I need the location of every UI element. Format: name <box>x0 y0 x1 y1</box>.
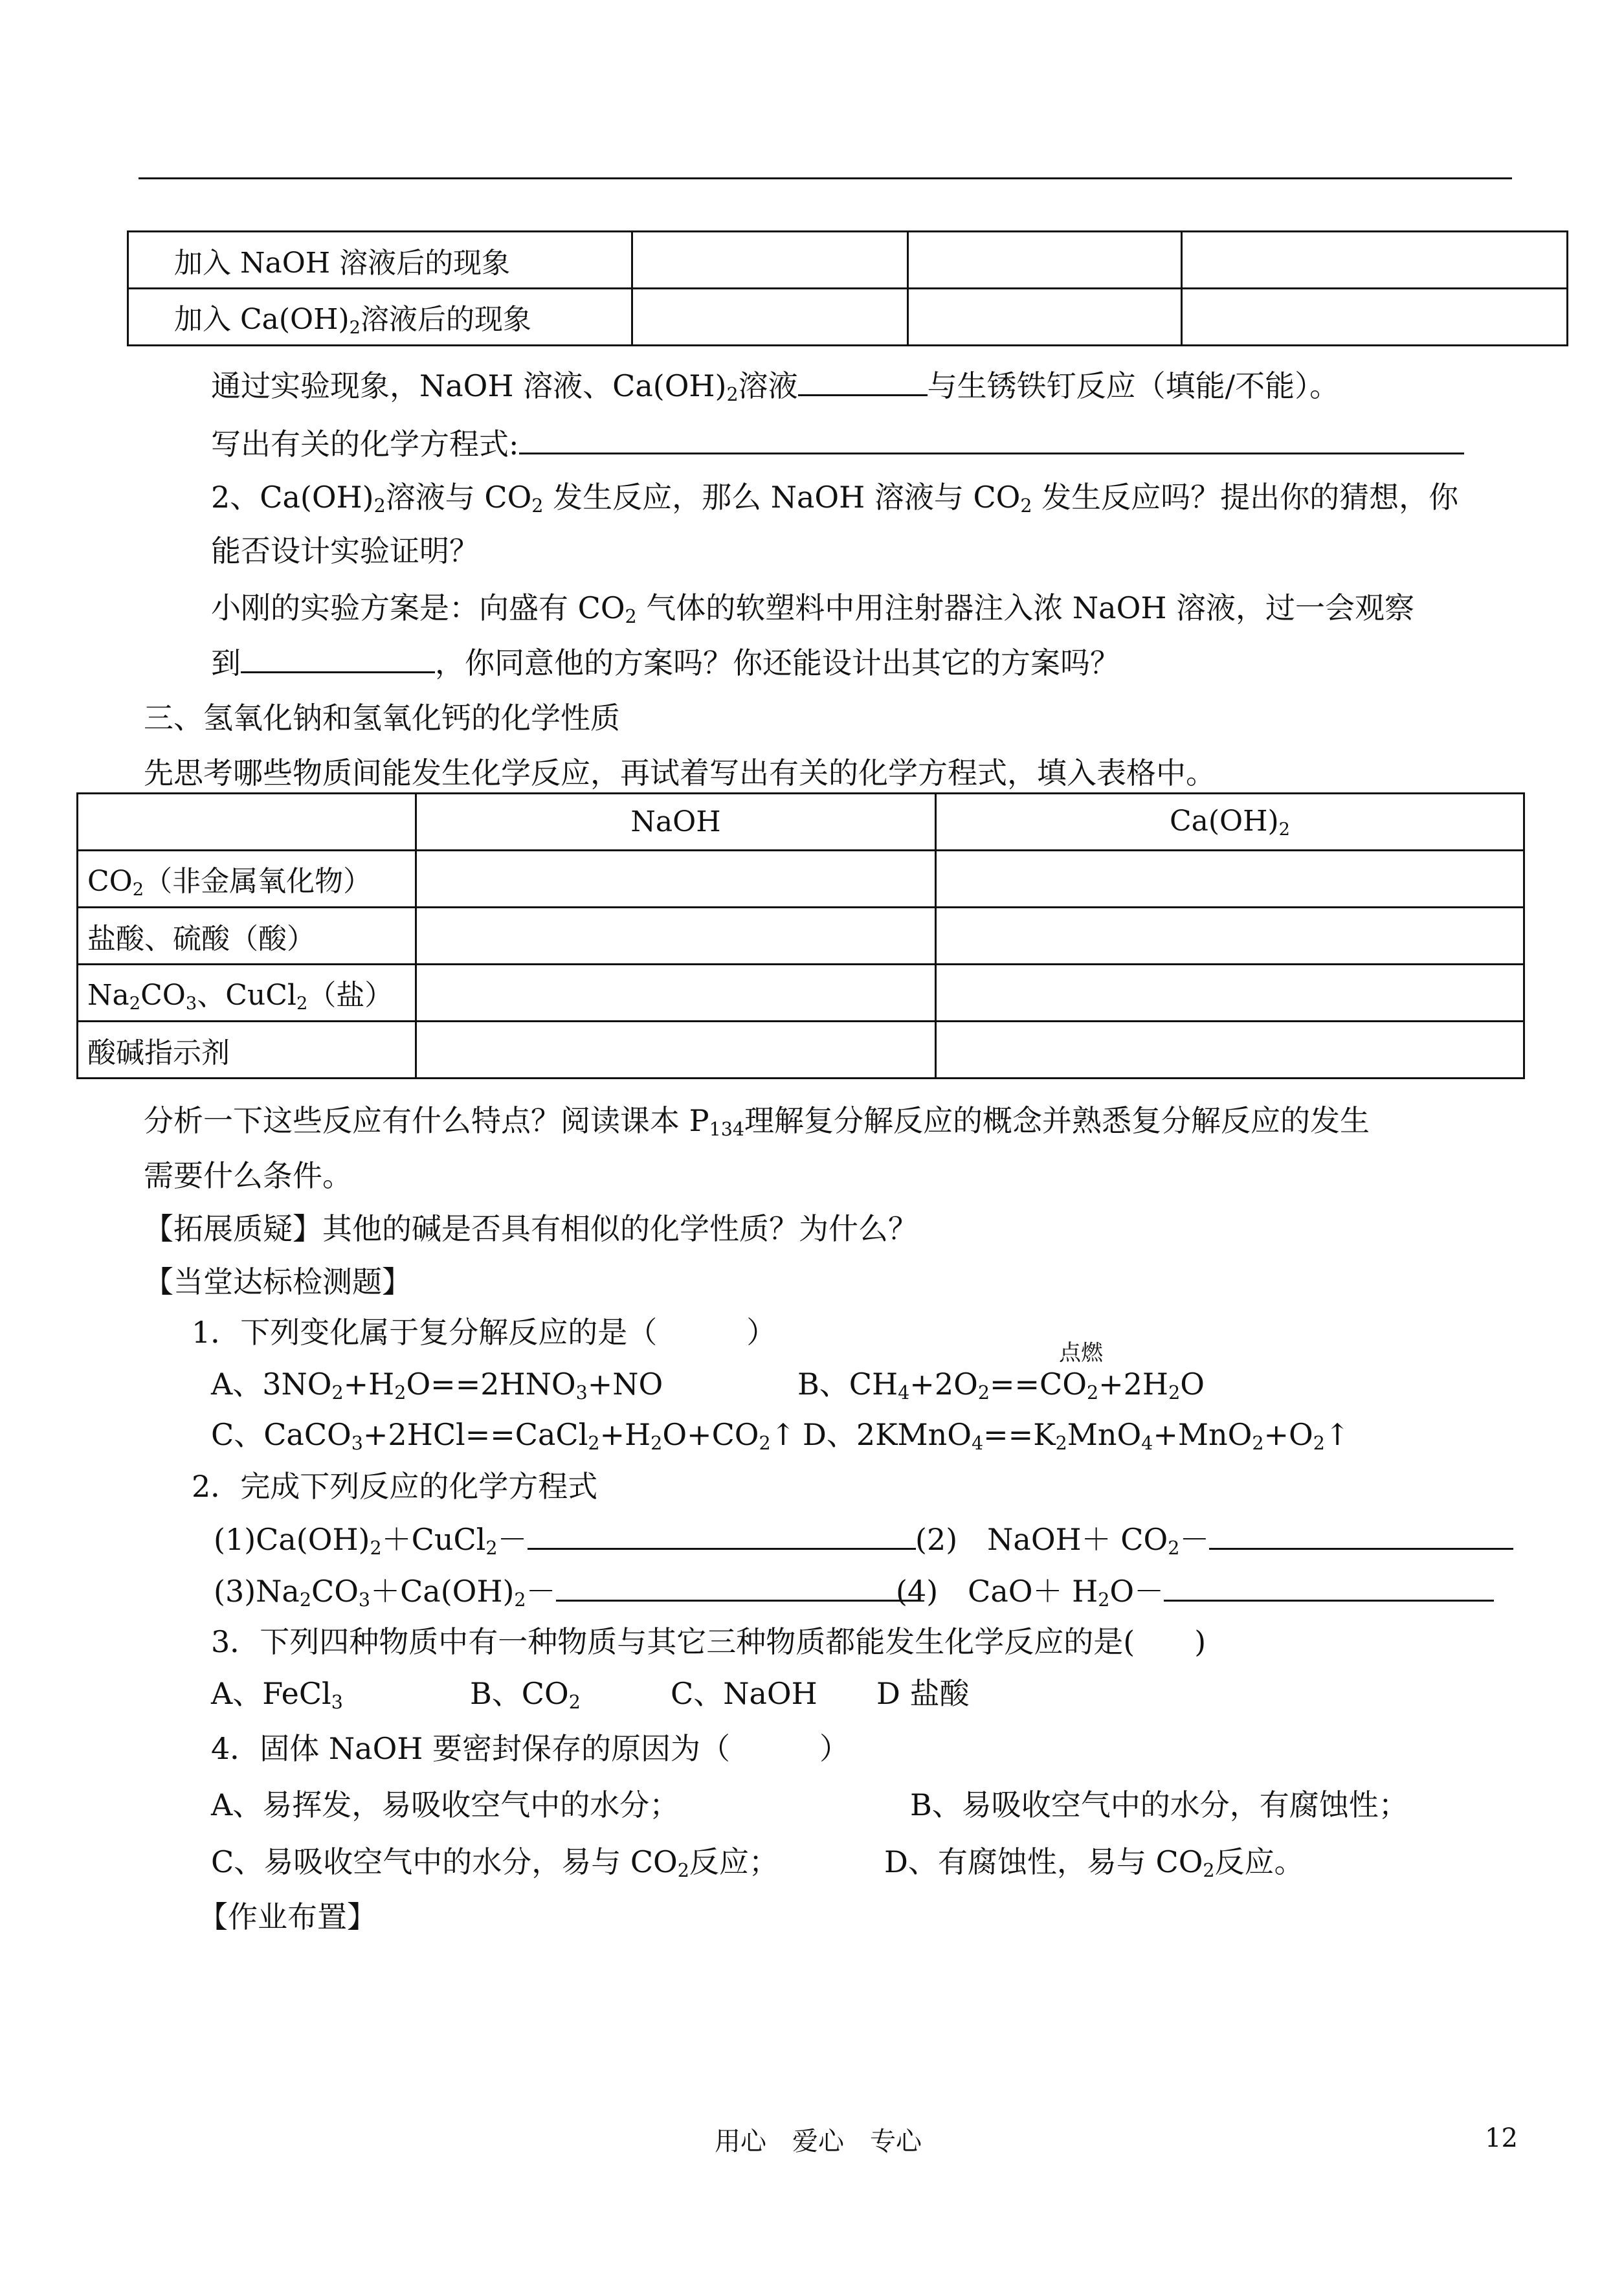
q1-option-b[interactable]: B、$CH_4+2O_2==CO_2+2H_2O$ <box>797 1367 1205 1404</box>
fill-blank[interactable] <box>1164 1573 1494 1602</box>
table-row <box>78 1022 1524 1079</box>
question-4-stem: 4．固体 NaOH 要密封保存的原因为（ ） <box>211 1731 850 1766</box>
q4-option-a[interactable]: A、易挥发，易吸收空气中的水分； <box>211 1787 680 1822</box>
paragraph-experiment: 小刚的实验方案是：向盛有 $CO_2$ 气体的软塑料中用注射器注入浓 NaOH 溶液，过一会观察 <box>211 590 1415 628</box>
table-header-row <box>78 794 1524 851</box>
row-label: $CO_2$（非金属氧化物） <box>78 851 416 908</box>
table-row <box>78 851 1524 908</box>
q3-option-b[interactable]: B、$CO_2$ <box>470 1676 581 1714</box>
q2-equation-1: $(1)Ca(OH)_2+CuCl_2-$ <box>214 1516 916 1559</box>
gas-arrow-icon: ↑ <box>770 1417 796 1452</box>
q4-option-b[interactable]: B、易吸收空气中的水分，有腐蚀性； <box>910 1787 1408 1822</box>
footer-motto: 用心 爱心 专心 <box>715 2127 922 2156</box>
question-3-stem: 3．下列四种物质中有一种物质与其它三种物质都能发生化学反应的是( ) <box>211 1624 1207 1659</box>
fill-blank[interactable] <box>241 645 435 673</box>
answer-cell[interactable] <box>1182 289 1568 346</box>
fill-blank[interactable] <box>798 368 928 396</box>
page-number: 12 <box>1485 2123 1518 2153</box>
answer-cell[interactable] <box>936 1022 1524 1079</box>
answer-cell[interactable] <box>416 965 936 1022</box>
row-label: 盐酸、硫酸（酸） <box>78 908 416 965</box>
section-title: 三、氢氧化钠和氢氧化钙的化学性质 <box>144 700 620 735</box>
q3-option-c[interactable]: C、NaOH <box>671 1676 818 1711</box>
q2-equation-2: (2) NaOH＋ $CO_2-$ <box>915 1516 1513 1559</box>
observation-table <box>127 230 1568 346</box>
answer-cell[interactable] <box>936 851 1524 908</box>
extension-question: 【拓展质疑】其他的碱是否具有相似的化学性质？为什么？ <box>144 1211 918 1246</box>
row-label: $Na_2CO_3$、CuCl$_2$（盐） <box>78 965 416 1022</box>
answer-cell[interactable] <box>632 289 908 346</box>
row-label: 加入 NaOH 溶液后的现象 <box>128 232 632 289</box>
answer-cell[interactable] <box>936 908 1524 965</box>
fill-blank[interactable] <box>556 1573 918 1602</box>
answer-cell[interactable] <box>936 965 1524 1022</box>
answer-cell[interactable] <box>416 851 936 908</box>
check-title: 【当堂达标检测题】 <box>144 1264 412 1299</box>
column-header-naoh: NaOH <box>416 794 936 851</box>
row-label: 加入 $Ca(OH)_2$溶液后的现象 <box>128 289 632 346</box>
paragraph-equation: 写出有关的化学方程式: <box>211 421 1464 464</box>
answer-cell[interactable] <box>1182 232 1568 289</box>
homework-title: 【作业布置】 <box>198 1899 377 1934</box>
answer-cell[interactable] <box>632 232 908 289</box>
q1-option-a[interactable]: A、$3NO_2+H_2O==2HNO_3+NO$ <box>211 1367 663 1404</box>
table-row <box>128 289 1568 346</box>
answer-cell[interactable] <box>416 908 936 965</box>
q4-option-d[interactable]: D、有腐蚀性，易与 $CO_2$反应。 <box>884 1844 1304 1882</box>
answer-cell[interactable] <box>908 232 1182 289</box>
column-header-caoh2: $Ca(OH)_2$ <box>936 794 1524 851</box>
gas-arrow-icon: ↑ <box>1324 1417 1350 1452</box>
table-row <box>128 232 1568 289</box>
corner-cell <box>78 794 416 851</box>
paragraph-analysis: 分析一下这些反应有什么特点？阅读课本 $P_{134}$理解复分解反应的概念并熟悉复分解反应的发生 <box>144 1103 1370 1141</box>
answer-cell[interactable] <box>416 1022 936 1079</box>
row-label: 酸碱指示剂 <box>78 1022 416 1079</box>
paragraph-question2-cont: 能否设计实验证明？ <box>211 533 479 568</box>
answer-cell[interactable] <box>908 289 1182 346</box>
table-row <box>78 908 1524 965</box>
fill-blank[interactable] <box>1209 1521 1513 1550</box>
fill-blank[interactable] <box>528 1521 916 1550</box>
q1-option-c[interactable]: C、$CaCO_3+2HCl==CaCl_2+H_2O+CO_2↑$ <box>211 1417 796 1455</box>
paragraph-instruction: 先思考哪些物质间能发生化学反应，再试着写出有关的化学方程式，填入表格中。 <box>144 755 1216 790</box>
q1-option-b-condition: 点燃 <box>1059 1340 1103 1366</box>
q2-equation-4: (4) $CaO+ H_2O-$ <box>896 1568 1494 1611</box>
q3-option-d[interactable]: D 盐酸 <box>876 1676 970 1711</box>
question-2-stem: 2．完成下列反应的化学方程式 <box>192 1469 598 1504</box>
fill-blank[interactable] <box>519 426 1464 454</box>
property-table <box>76 792 1525 1079</box>
table-row <box>78 965 1524 1022</box>
q4-option-c[interactable]: C、易吸收空气中的水分，易与 $CO_2$反应； <box>211 1844 779 1882</box>
paragraph-experiment-cont: 到 ，你同意他的方案吗？你还能设计出其它的方案吗？ <box>211 645 1120 680</box>
question-1-stem: 1．下列变化属于复分解反应的是（ ） <box>192 1315 777 1350</box>
paragraph-question2: 2、$Ca(OH)_2$溶液与 $CO_2$ 发生反应，那么 NaOH 溶液与 $CO_2$ 发生反应吗？提出你的猜想，你 <box>211 480 1459 517</box>
q2-equation-3: $(3)Na_2CO_3+Ca(OH)_2-$ <box>214 1568 918 1611</box>
q1-option-d[interactable]: D、$2KMnO_4==K_2MnO_4+MnO_2+O_2↑$ <box>803 1417 1350 1455</box>
paragraph-analysis-cont: 需要什么条件。 <box>144 1158 352 1193</box>
paragraph-observation: 通过实验现象，NaOH 溶液、$Ca(OH)_2$溶液 与生锈铁钉反应（填能/不能）。 <box>211 368 1340 406</box>
header-rule <box>139 177 1512 179</box>
q3-option-a[interactable]: A、FeCl$_3$ <box>211 1676 343 1714</box>
